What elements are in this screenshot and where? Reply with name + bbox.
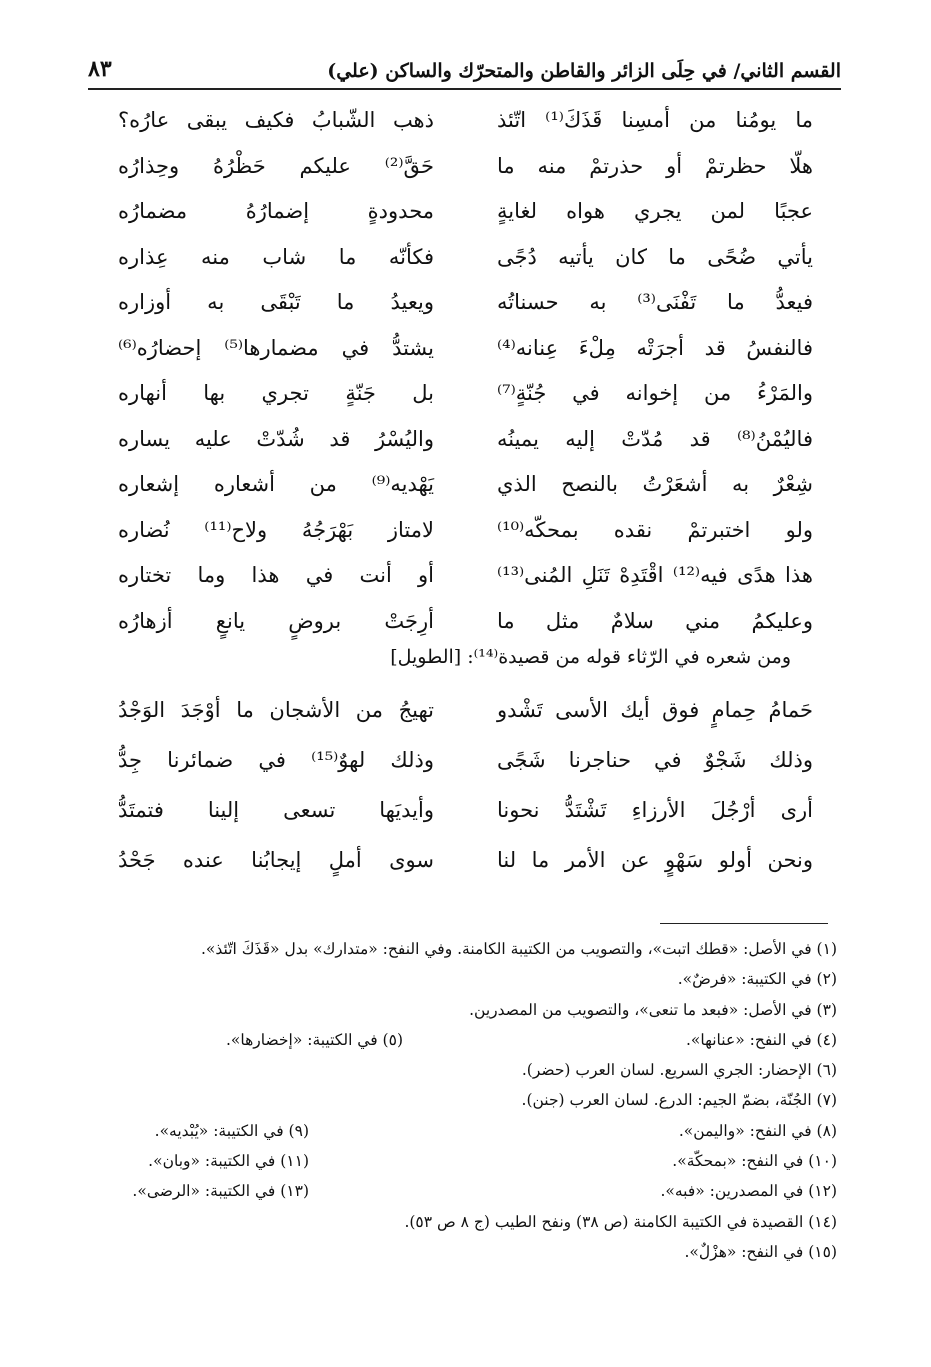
second-hemistich: يَهْديه⁽⁹⁾ من أشعاره إشعاره — [118, 472, 434, 496]
first-hemistich: هلّا حظرتمْ أو حذرتمْ منه ما — [497, 153, 813, 178]
verse — [118, 601, 813, 647]
section-intro: ومن شعره في الرّثاء قوله من قصيدة⁽¹⁴⁾: [الطويل] — [390, 646, 791, 668]
verse — [118, 146, 813, 192]
first-hemistich: شِعْرٌ به أشعَرْتُ بالنصح الذي — [497, 472, 813, 496]
first-hemistich: فاليُمْنُ⁽⁸⁾ قد مُدّتْ إليه يمينُه — [497, 426, 813, 451]
second-hemistich: ذهب الشّبابُ فكيف يبقى عارُه؟ — [118, 108, 434, 132]
footnote: (٤) في النفح: «عنانها». — [685, 1030, 837, 1049]
verse — [118, 510, 813, 556]
second-hemistich: وذلك لهوٌ⁽¹⁵⁾ في ضمائرنا جِدُّ — [118, 748, 434, 772]
first-hemistich: والمَرْءُ من إخوانه في جُنّةٍ⁽⁷⁾ — [497, 381, 813, 405]
footnote: (١) في الأصل: «قطك اتبت»، والتصويب من الكتيبة الكامنة. وفي النفح: «متدارك» بدل «قَذَكَ اتّئذ». — [200, 940, 837, 958]
verse — [118, 237, 813, 283]
second-hemistich: سوى أملٍ إيجابُنا عنده جَحْدُ — [118, 848, 434, 872]
footnote: (٩) في الكتيبة: «يُبْديه». — [154, 1121, 309, 1140]
first-hemistich: وذلك شَجْوٌ في حناجرنا شَجًى — [497, 748, 813, 772]
second-hemistich: أو أنت في هذا وما تختاره — [118, 563, 434, 587]
second-hemistich: وأيديَها تسعى إلينا فتمتَدُّ — [118, 798, 434, 822]
second-hemistich: تهيجُ من الأشجان ما أوْجَدَ الوَجْدُ — [118, 698, 434, 722]
footnote: (١٤) القصيدة في الكتيبة الكامنة (ص ٣٨) ونفح الطيب (ج ٨ ص ٥٣). — [404, 1212, 837, 1231]
poem-first — [118, 100, 813, 646]
first-hemistich: هذا هدًى فيه⁽¹²⁾ اقْتَدِهْ تَنَلِ المُنى⁽¹³⁾ — [497, 563, 813, 587]
poem-elegy — [118, 690, 813, 890]
second-hemistich: أرِجَتْ بروضٍ يانعٍ أزهارُه — [118, 608, 434, 633]
footnote-row — [90, 1146, 837, 1176]
verse — [118, 282, 813, 328]
footnote: (٥) في الكتيبة: «إخضارها». — [225, 1030, 403, 1049]
footnotes — [90, 934, 837, 1267]
second-hemistich: ويعيدُ ما تَبْقَى به أوزاره — [118, 290, 434, 314]
footnote: (٣) في الأصل: «فبعد ما تنعى»، والتصويب من المصدرين. — [469, 1000, 837, 1019]
footnote-row — [90, 1025, 837, 1055]
running-header — [88, 42, 841, 90]
first-hemistich: وعليكمُ مني سلامٌ مثل ما — [497, 608, 813, 633]
first-hemistich: حَمامُ حِمامٍ فوق أيك الأسى تَشْدو — [497, 698, 813, 722]
first-hemistich: أرى أرْجُلَ الأرزاءِ تَشْتَدُّ نحونا — [497, 798, 813, 822]
header-title: القسم الثاني/ في حِلَى الزائر والقاطن والمتحرّك والساكن (علي) — [327, 60, 841, 82]
verse — [118, 690, 813, 740]
first-hemistich: عجبًا لمن يجري هواه لغايةٍ — [497, 199, 813, 223]
verse — [118, 373, 813, 419]
footnote: (١٢) في المصدرين: «فبه». — [660, 1182, 837, 1201]
first-hemistich: يأتي ضُحًى ما كان يأتيه دُجًى — [497, 244, 813, 269]
verse — [118, 419, 813, 465]
page-number: ٨٣ — [88, 56, 112, 82]
footnote: (٢) في الكتيبة: «فرضٌ». — [677, 970, 837, 989]
footnote: (٧) الجُنّة، بضمّ الجيم: الدرع. لسان العرب (جنن). — [521, 1091, 837, 1110]
footnote: (٦) الإحضار: الجري السريع. لسان العرب (حضر). — [521, 1061, 837, 1080]
footnote-separator — [660, 923, 828, 924]
second-hemistich: فكأنّه ما شاب منه عِذاره — [118, 244, 434, 269]
footnote: (١٣) في الكتيبة: «الرضى». — [132, 1182, 309, 1201]
verse — [118, 191, 813, 237]
first-hemistich: ولو اختبرتمْ نقده بمحكّه⁽¹⁰⁾ — [497, 517, 813, 542]
second-hemistich: لامتاز بَهْرَجُهُ ولاح⁽¹¹⁾ نُضاره — [118, 517, 434, 542]
verse — [118, 464, 813, 510]
verse — [118, 790, 813, 840]
first-hemistich: ما يومُنا من أمسِنا قَذَكَ⁽¹⁾ اتّئذ — [497, 108, 814, 132]
first-hemistich: فالنفسُ قد أجرَتْه مِلْءَ عِنانه⁽⁴⁾ — [497, 335, 813, 360]
footnote-row — [90, 1176, 837, 1206]
footnote: (١٥) في النفح: «هزْلٌ». — [684, 1242, 837, 1261]
second-hemistich: واليُسْرُ قد شُدّتْ عليه يساره — [118, 426, 434, 451]
second-hemistich: محدودةٍ إضمارُهُ مضمارُه — [118, 199, 434, 223]
footnote-row — [90, 1116, 837, 1146]
footnote: (١١) في الكتيبة: «وبان». — [148, 1152, 309, 1171]
footnote: (١٠) في النفح: «بمحكّة». — [672, 1152, 837, 1171]
second-hemistich: يشتدُّ في مضمارها⁽⁵⁾ إحضارُه⁽⁶⁾ — [118, 335, 435, 360]
verse — [118, 100, 813, 146]
second-hemistich: بل جَنّةٍ تجري بها أنهاره — [118, 381, 434, 405]
verse — [118, 328, 813, 374]
verse — [118, 840, 813, 890]
verse — [118, 740, 813, 790]
second-hemistich: حَقَّ⁽²⁾ عليكم حَظْرُهُ وحِذارُه — [118, 153, 434, 178]
verse — [118, 555, 813, 601]
first-hemistich: ونحن أولو سَهْوٍ عن الأمر ما لنا — [497, 848, 813, 872]
first-hemistich: فيعدُّ ما تَفْنَى⁽³⁾ به حسناتُه — [497, 290, 813, 314]
footnote: (٨) في النفح: «واليمن». — [678, 1121, 837, 1140]
